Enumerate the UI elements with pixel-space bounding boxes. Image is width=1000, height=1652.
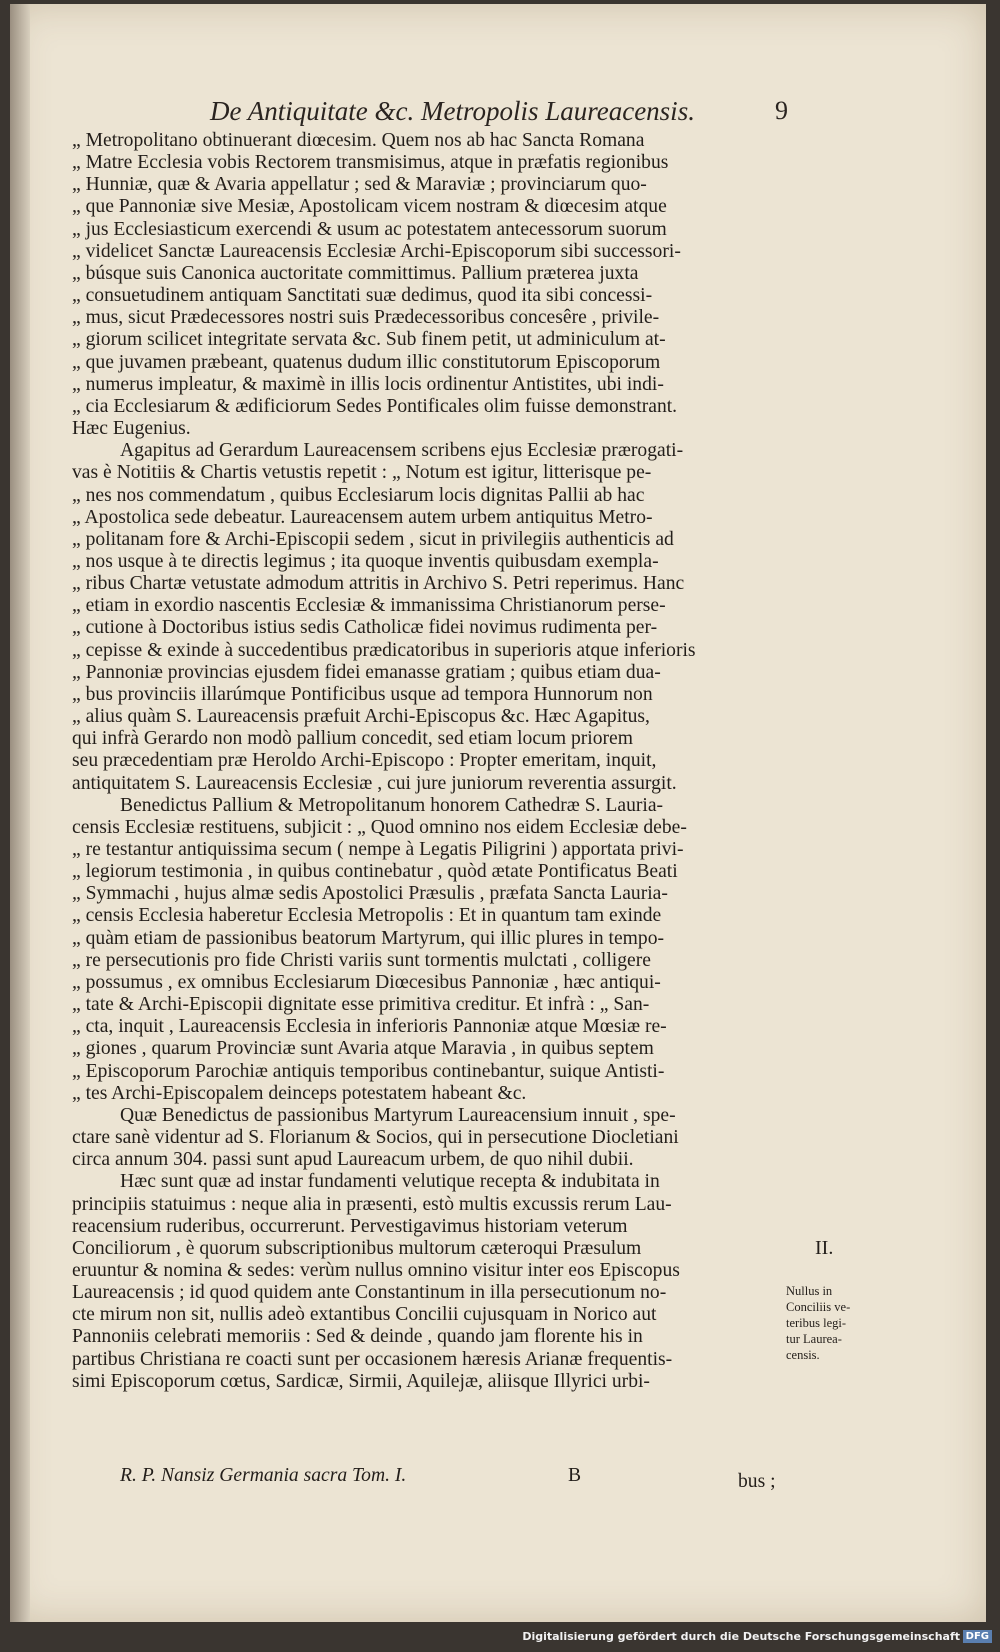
margin-note-line: Nullus in [786,1284,833,1298]
text-line: simi Episcoporum cœtus, Sardicæ, Sirmii, Aquilejæ, aliisque Illyrici urbi- [72,1370,650,1392]
paragraph [72,1105,802,1171]
text-line: Hæc Eugenius. [72,418,191,440]
text-line: censis Ecclesiæ restituens, subjicit : „ Quod omnino nos eidem Ecclesiæ debe- [72,816,687,838]
text-line: „ etiam in exordio nascentis Ecclesiæ & immanissima Christianorum perse- [72,595,666,617]
text-line: „ Pannoniæ provincias ejusdem fidei emanasse gratiam ; quibus etiam dua- [72,661,661,683]
margin-section-number: II. [815,1237,834,1259]
text-line: „ re persecutionis pro fide Christi variis sunt tormentis mulctati , colligere [72,949,651,971]
text-line: „ nes nos commendatum , quibus Ecclesiarum locis dignitas Pallii ab hac [72,484,645,506]
text-line: „ jus Ecclesiasticum exercendi & usum ac potestatem antecessorum suorum [72,218,667,240]
margin-note-line: censis. [786,1348,820,1362]
text-line: Conciliorum , è quorum subscriptionibus multorum cæteroqui Præsulum [72,1237,642,1259]
text-line: principiis statuimus : neque alia in præsenti, estò multis excussis rerum Lau- [72,1193,672,1215]
text-line: „ cia Ecclesiarum & ædificiorum Sedes Pontificales olim fuisse demonstrant. [72,395,678,417]
text-line: „ Apostolica sede debeatur. Laureacensem autem urbem antiquitus Metro- [72,506,653,528]
text-line: „ Symmachi , hujus almæ sedis Apostolici Præsulis , præfata Sancta Lauria- [72,883,668,905]
text-line: „ cutione à Doctoribus istius sedis Catholicæ fidei novimus rudimenta per- [72,617,658,639]
text-line: „ politanam fore & Archi-Episcopii sedem , sicut in privilegiis authenticis ad [72,528,674,550]
running-title: De Antiquitate &c. Metropolis Laureacensis. [210,96,695,126]
margin-note-line: Conciliis ve- [786,1300,851,1314]
text-line: Quæ Benedictus de passionibus Martyrum Laureacensium innuit , spe- [120,1104,676,1126]
dfg-logo: DFG [963,1630,992,1643]
text-line: „ cepisse & exinde à succedentibus prædicatoribus in superioris atque inferioris [72,639,696,661]
text-line: partibus Christiana re coacti sunt per occasionem hæresis Arianæ frequentis- [72,1348,673,1370]
text-line: „ tes Archi-Episcopalem deinceps potestatem habeant &c. [72,1082,527,1104]
text-line: „ possumus , ex omnibus Ecclesiarum Diœcesibus Pannoniæ , hæc antiqui- [72,971,661,993]
paragraph [72,795,802,1105]
text-line: „ Hunniæ, quæ & Avaria appellatur ; sed & Maraviæ ; provinciarum quo- [72,174,647,196]
text-line: „ Metropolitano obtinuerant diœcesim. Quem nos ab hac Sancta Romana [72,130,645,151]
text-line: seu præcedentiam præ Heroldo Archi-Episcopo : Propter emeritam, inquit, [72,750,657,772]
paragraph [72,130,802,440]
text-line: „ tate & Archi-Episcopii dignitate esse primitiva creditur. Et infrà : „ San- [72,994,650,1016]
margin-note [786,1283,876,1363]
text-line: „ cta, inquit , Laureacensis Ecclesia in inferioris Pannoniæ atque Mœsiæ re- [72,1016,667,1038]
text-line: „ numerus impleatur, & maximè in illis locis ordinentur Antistites, ubi indi- [72,373,664,395]
text-line: Laureacensis ; id quod quidem ante Constantinum in illa persecutionum no- [72,1282,667,1304]
text-line: „ búsque suis Canonica auctoritate committimus. Pallium præterea juxta [72,262,639,284]
text-line: „ giorum scilicet integritate servata &c. Sub finem petit, ut adminiculum at- [72,329,666,351]
text-line: „ consuetudinem antiquam Sanctitati suæ dedimus, quod ita sibi concessi- [72,285,653,307]
margin-note-line: teribus legi- [786,1316,847,1330]
page-gutter [10,4,30,1622]
text-line: „ ribus Chartæ vetustate admodum attritis in Archivo S. Petri reperimus. Hanc [72,573,685,595]
text-line: Agapitus ad Gerardum Laureacensem scribens ejus Ecclesiæ prærogati- [120,440,684,462]
page-number: 9 [775,96,788,125]
text-line: circa annum 304. passi sunt apud Laureacum urbem, de quo nihil dubii. [72,1149,634,1171]
signature-mark: B [568,1465,582,1486]
text-line: „ Episcoporum Parochiæ antiquis temporibus continebantur, suique Antisti- [72,1060,665,1082]
text-line: „ re testantur antiquissima secum ( nempe à Legatis Piligrini ) apportata privi- [72,839,684,860]
text-line: qui infrà Gerardo non modò pallium concedit, sed etiam locum priorem [72,728,633,750]
text-line: „ censis Ecclesia haberetur Ecclesia Metropolis : Et in quantum tam exinde [72,905,662,927]
text-line: „ quàm etiam de passionibus beatorum Martyrum, qui illic plures in tempo- [72,927,665,949]
text-line: vas è Notitiis & Chartis vetustis repetit : „ Notum est igitur, litterisque pe- [72,462,652,484]
text-line: „ mus, sicut Prædecessores nostri suis Prædecessoribus concesêre , privile- [72,307,660,329]
paragraph [72,1171,802,1393]
credit-bar [0,1626,1000,1652]
catchword: bus ; [738,1471,776,1492]
signature-line: R. P. Nansiz Germania sacra Tom. I. [120,1465,407,1486]
margin-note-line: tur Laurea- [786,1332,842,1346]
paragraph [72,440,802,795]
text-line: antiquitatem S. Laureacensis Ecclesiæ , cui jure juniorum reverentia assurgit. [72,772,677,794]
text-line: „ Matre Ecclesia vobis Rectorem transmisimus, atque in præfatis regionibus [72,152,669,174]
text-line: Benedictus Pallium & Metropolitanum honorem Cathedræ S. Lauria- [120,794,664,816]
text-line: „ que juvamen præbeant, quatenus dudum illic constitutorum Episcoporum [72,351,661,373]
text-line: „ nos usque à te directis legimus ; ita quoque inventis quibusdam exempla- [72,550,659,572]
text-line: eruuntur & nomina & sedes: verùm nullus omnino visitur inter eos Episcopus [72,1259,680,1281]
text-line: „ giones , quarum Provinciæ sunt Avaria atque Maravia , in quibus septem [72,1038,654,1060]
body-text [72,130,802,1393]
credit-text: Digitalisierung gefördert durch die Deutsche Forschungsgemeinschaft [522,1630,960,1643]
text-line: „ videlicet Sanctæ Laureacensis Ecclesiæ Archi-Episcoporum sibi successori- [72,240,681,262]
text-line: cte mirum non sit, nullis adeò extantibus Concilii cujusquam in Norico aut [72,1304,657,1326]
text-line: reacensium ruderibus, occurrerunt. Pervestigavimus historiam veterum [72,1215,628,1237]
document-page [10,4,986,1622]
text-line: Pannoniis celebrati memoriis : Sed & deinde , quando jam florente his in [72,1326,643,1348]
text-line: ctare sanè videntur ad S. Florianum & Socios, qui in persecutione Diocletiani [72,1127,679,1149]
text-line: „ bus provinciis illarúmque Pontificibus usque ad tempora Hunnorum non [72,683,653,705]
text-line: „ alius quàm S. Laureacensis præfuit Archi-Episcopus &c. Hæc Agapitus, [72,706,650,728]
page-footer [120,1465,810,1495]
text-line: „ legiorum testimonia , in quibus continebatur , quòd ætate Pontificatus Beati [72,861,678,883]
text-line: Hæc sunt quæ ad instar fundamenti velutique recepta & indubitata in [120,1171,660,1193]
text-line: „ que Pannoniæ sive Mesiæ, Apostolicam vicem nostram & diœcesim atque [72,196,667,218]
